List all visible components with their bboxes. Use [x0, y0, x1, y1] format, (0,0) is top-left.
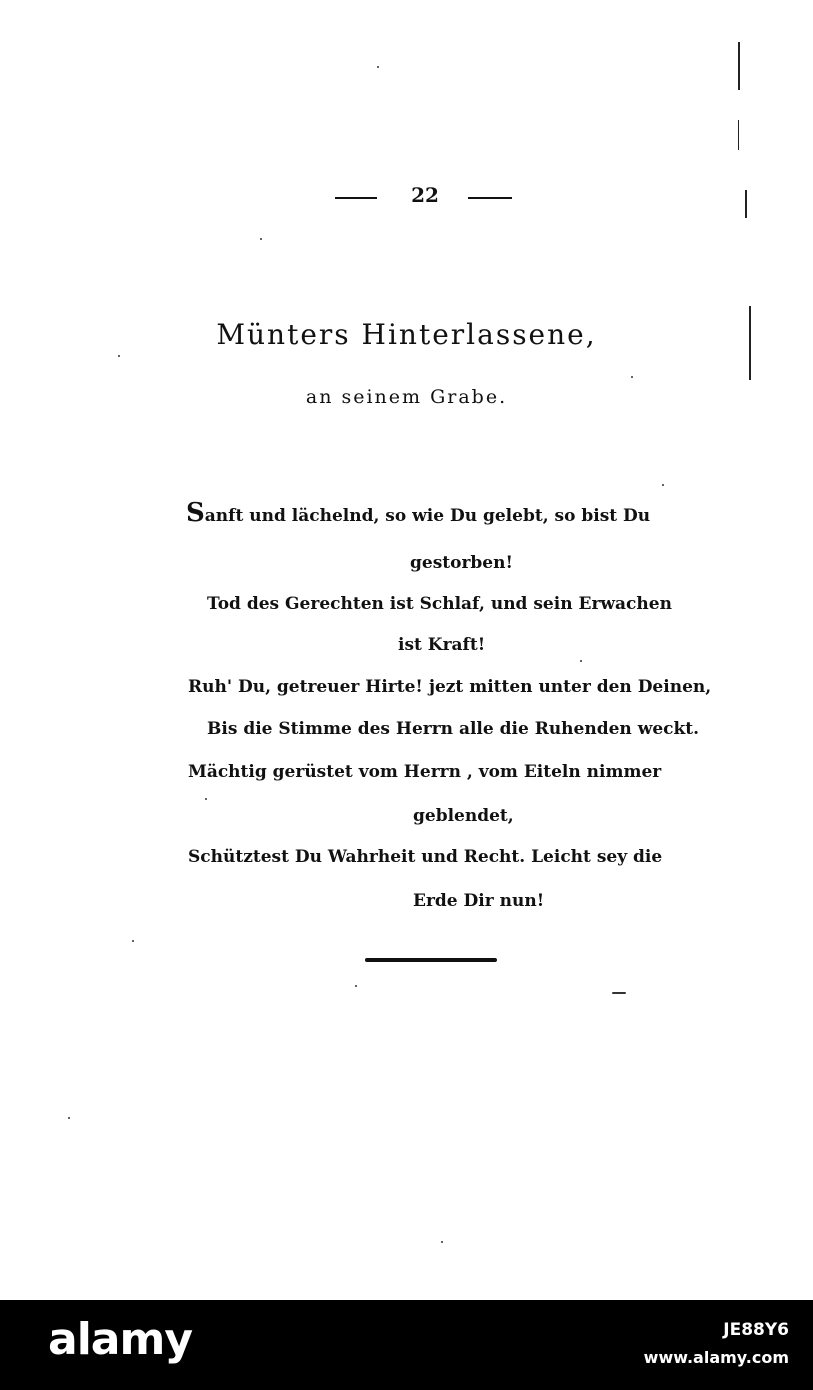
poem-line-1-text: anft und lächelnd, so wie Du gelebt, so bist Du: [204, 506, 651, 526]
ink-speck: [441, 1241, 443, 1243]
watermark-footer: [0, 1300, 813, 1390]
ink-speck: [580, 660, 582, 662]
poem-line-8: geblendet,: [413, 806, 514, 826]
page-edge-mark: [738, 42, 740, 90]
drop-initial: S: [186, 498, 205, 528]
ink-speck: [355, 985, 357, 987]
alamy-logo: alamy: [48, 1314, 192, 1365]
ink-speck: [68, 1117, 70, 1119]
poem-line-1: [186, 498, 650, 528]
header-dash-right: [468, 197, 512, 199]
image-id: JE88Y6: [723, 1320, 789, 1340]
header-dash-left: [335, 197, 377, 199]
ink-speck: [612, 992, 626, 994]
ink-speck: [205, 798, 207, 800]
page-edge-mark: [745, 190, 747, 218]
footer-url: www.alamy.com: [643, 1348, 789, 1367]
ink-speck: [260, 238, 262, 240]
page-header: [0, 183, 813, 213]
ink-speck: [662, 484, 664, 486]
ink-speck: [631, 376, 633, 378]
closing-rule: [365, 958, 497, 962]
poem-line-9: Schütztest Du Wahrheit und Recht. Leicht sey die: [188, 847, 663, 867]
poem-line-5: Ruh' Du, getreuer Hirte! jezt mitten unter den Deinen,: [188, 677, 712, 697]
page-edge-mark: [738, 120, 739, 150]
poem-line-6: Bis die Stimme des Herrn alle die Ruhenden weckt.: [207, 719, 700, 739]
poem-subtitle: an seinem Grabe.: [305, 386, 508, 408]
poem-line-4: ist Kraft!: [398, 635, 486, 655]
poem-line-2: gestorben!: [410, 553, 513, 573]
poem-title: Münters Hinterlassene,: [216, 318, 597, 351]
ink-speck: [118, 355, 120, 357]
poem-line-7: Mächtig gerüstet vom Herrn , vom Eiteln nimmer: [188, 762, 662, 782]
poem-line-3: Tod des Gerechten ist Schlaf, und sein Erwachen: [207, 594, 672, 614]
ink-speck: [377, 66, 379, 68]
page-edge-mark: [749, 306, 751, 380]
ink-speck: [132, 940, 134, 942]
page-number: 22: [411, 183, 439, 207]
poem-line-10: Erde Dir nun!: [413, 891, 545, 911]
